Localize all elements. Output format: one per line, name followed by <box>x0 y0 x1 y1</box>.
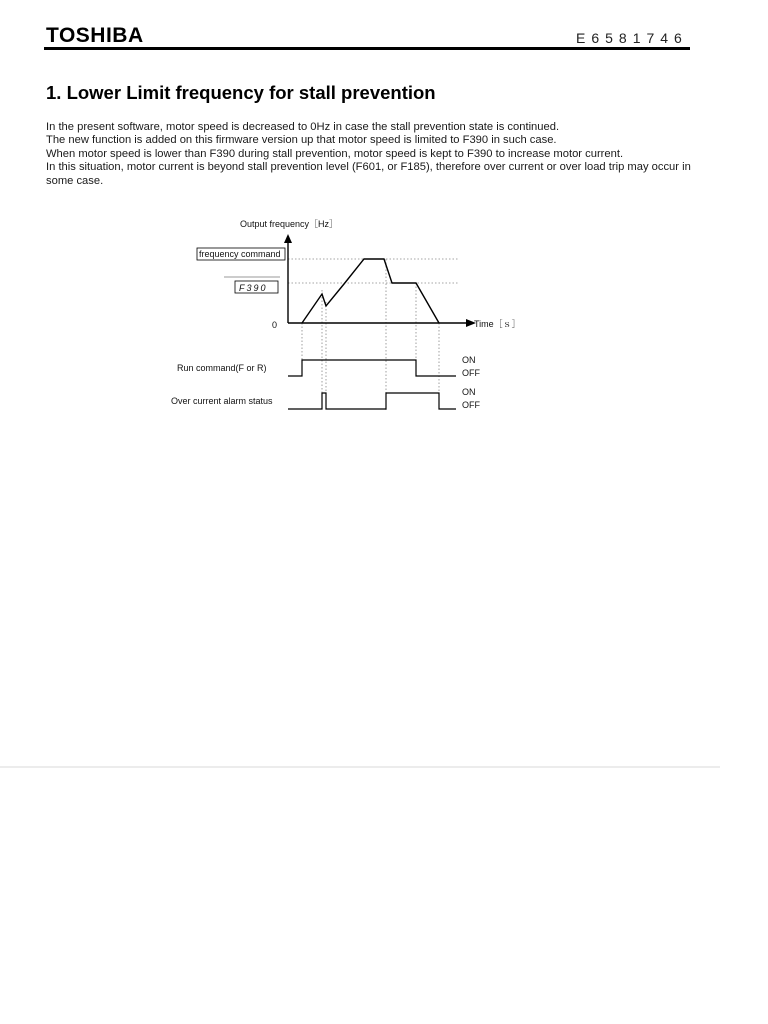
alarm-trace <box>288 393 456 409</box>
section-body <box>46 121 696 188</box>
y-axis-label: Output frequency［Hz］ <box>240 219 339 229</box>
timing-diagram <box>160 210 540 420</box>
paragraph-2: The new function is added on this firmware version up that motor speed is limited to F390 in such case. <box>46 134 557 147</box>
alarm-off-label: OFF <box>462 400 480 410</box>
x-axis-label: Time［ｓ］ <box>474 319 521 329</box>
run-command-label: Run command(F or R) <box>177 363 267 373</box>
f390-label: F390 <box>239 283 268 293</box>
document-number: E6581746 <box>576 30 688 46</box>
origin-label: 0 <box>272 320 278 330</box>
freq-command-label: frequency command <box>199 249 281 259</box>
alarm-on-label: ON <box>462 387 476 397</box>
run-command-trace <box>288 360 456 376</box>
run-off-label: OFF <box>462 368 480 378</box>
paragraph-3: When motor speed is lower than F390 during stall prevention, motor speed is kept to F390 to increase motor current. <box>46 147 624 160</box>
run-on-label: ON <box>462 355 476 365</box>
header-rule <box>44 47 690 50</box>
brand-logo: TOSHIBA <box>46 24 144 47</box>
y-axis-arrow <box>284 234 292 243</box>
alarm-label: Over current alarm status <box>171 396 273 406</box>
paragraph-4: In this situation, motor current is beyond stall prevention level (F601, or F185), therefore over current or over load trip may occur in some case. <box>46 161 691 187</box>
page-separator <box>0 766 720 768</box>
frequency-curve <box>302 259 439 323</box>
section-title: 1. Lower Limit frequency for stall prevention <box>46 82 436 103</box>
paragraph-1: In the present software, motor speed is decreased to 0Hz in case the stall prevention state is continued. <box>46 121 560 133</box>
